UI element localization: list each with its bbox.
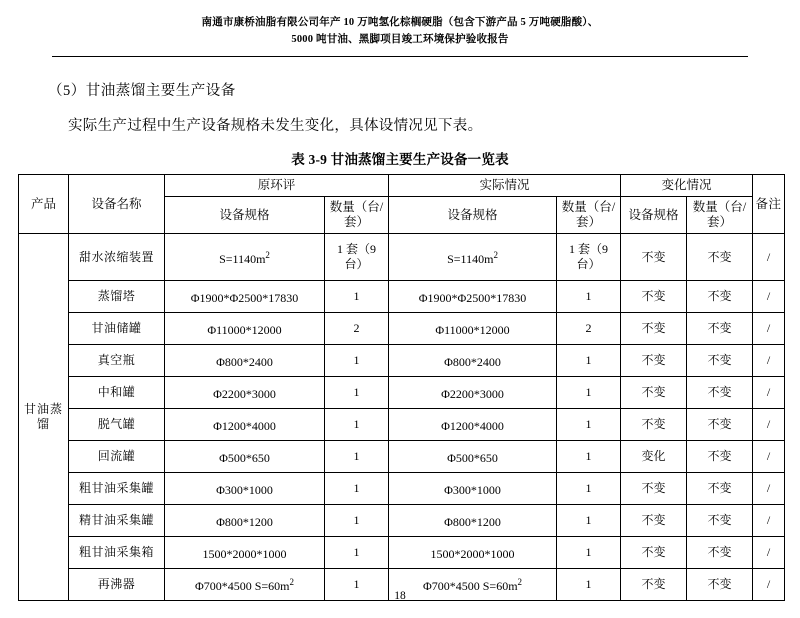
- cell-actual-qty: 1 套（9 台）: [557, 234, 621, 281]
- cell-orig-spec: Φ800*2400: [165, 345, 325, 377]
- table-row: [19, 313, 785, 345]
- page-number: 18: [394, 590, 406, 602]
- table-row: [19, 441, 785, 473]
- cell-orig-qty: 2: [325, 313, 389, 345]
- cell-note: /: [753, 537, 785, 569]
- cell-actual-spec: Φ1900*Φ2500*17830: [389, 281, 557, 313]
- cell-note: /: [753, 569, 785, 601]
- table-row: [19, 281, 785, 313]
- cell-actual-spec: Φ700*4500 $S=60m^2$: [389, 569, 557, 601]
- cell-change-qty: 不变: [687, 345, 753, 377]
- cell-equipment-name: 真空瓶: [69, 345, 165, 377]
- cell-change-spec: 不变: [621, 281, 687, 313]
- cell-actual-qty: 1: [557, 281, 621, 313]
- cell-orig-spec: Φ1900*Φ2500*17830: [165, 281, 325, 313]
- cell-change-qty: 不变: [687, 569, 753, 601]
- cell-change-spec: 不变: [621, 377, 687, 409]
- header-line-1: 南通市康桥油脂有限公司年产 10 万吨氢化棕榈硬脂（包含下游产品 5 万吨硬脂酸）、: [201, 17, 599, 28]
- cell-orig-qty: 1: [325, 345, 389, 377]
- table-row: [19, 377, 785, 409]
- cell-orig-spec: Φ2200*3000: [165, 377, 325, 409]
- header-line-2: 5000 吨甘油、黑脚项目竣工环境保护验收报告: [291, 34, 509, 45]
- cell-note: /: [753, 441, 785, 473]
- cell-note: /: [753, 313, 785, 345]
- cell-orig-qty: 1: [325, 569, 389, 601]
- cell-change-qty: 不变: [687, 234, 753, 281]
- table-row: [19, 537, 785, 569]
- cell-change-qty: 不变: [687, 409, 753, 441]
- cell-actual-qty: 1: [557, 441, 621, 473]
- cell-equipment-name: 粗甘油采集罐: [69, 473, 165, 505]
- cell-actual-spec: $S=1140m^2$: [389, 234, 557, 281]
- cell-actual-spec: Φ800*2400: [389, 345, 557, 377]
- section-paragraph: 实际生产过程中生产设备规格未发生变化，具体设情况见下表。: [68, 118, 483, 134]
- cell-change-spec: 不变: [621, 537, 687, 569]
- cell-equipment-name: 回流罐: [69, 441, 165, 473]
- cell-orig-spec: Φ500*650: [165, 441, 325, 473]
- cell-equipment-name: 中和罐: [69, 377, 165, 409]
- cell-note: /: [753, 505, 785, 537]
- th-note: 备注: [753, 175, 785, 234]
- equipment-table: [18, 174, 785, 601]
- section-title: （5）甘油蒸馏主要生产设备: [48, 83, 236, 99]
- th-orig-qty: 数量（台/套）: [325, 197, 389, 234]
- cell-actual-qty: 1: [557, 505, 621, 537]
- cell-actual-qty: 1: [557, 377, 621, 409]
- cell-actual-spec: Φ800*1200: [389, 505, 557, 537]
- cell-actual-qty: 1: [557, 409, 621, 441]
- cell-orig-spec: Φ700*4500 $S=60m^2$: [165, 569, 325, 601]
- cell-actual-spec: 1500*2000*1000: [389, 537, 557, 569]
- table-row: [19, 234, 785, 281]
- cell-equipment-name: 精甘油采集罐: [69, 505, 165, 537]
- cell-change-qty: 不变: [687, 473, 753, 505]
- th-change-qty: 数量（台/套）: [687, 197, 753, 234]
- cell-change-qty: 不变: [687, 281, 753, 313]
- table-header-row-1: [19, 175, 785, 197]
- cell-equipment-name: 甜水浓缩装置: [69, 234, 165, 281]
- cell-orig-spec: Φ11000*12000: [165, 313, 325, 345]
- cell-change-qty: 不变: [687, 441, 753, 473]
- cell-orig-qty: 1: [325, 409, 389, 441]
- cell-actual-qty: 1: [557, 569, 621, 601]
- cell-equipment-name: 蒸馏塔: [69, 281, 165, 313]
- cell-change-spec: 不变: [621, 409, 687, 441]
- cell-change-qty: 不变: [687, 505, 753, 537]
- cell-note: /: [753, 281, 785, 313]
- cell-change-spec: 变化: [621, 441, 687, 473]
- cell-note: /: [753, 234, 785, 281]
- th-product: 产品: [19, 175, 69, 234]
- th-actual: 实际情况: [389, 175, 621, 197]
- cell-orig-qty: 1: [325, 537, 389, 569]
- table-caption: 表 3-9 甘油蒸馏主要生产设备一览表: [291, 152, 509, 167]
- th-orig-spec: 设备规格: [165, 197, 325, 234]
- cell-change-spec: 不变: [621, 345, 687, 377]
- table-row: [19, 345, 785, 377]
- cell-orig-spec: Φ1200*4000: [165, 409, 325, 441]
- cell-actual-qty: 2: [557, 313, 621, 345]
- cell-equipment-name: 脱气罐: [69, 409, 165, 441]
- cell-orig-qty: 1: [325, 377, 389, 409]
- th-equipment-name: 设备名称: [69, 175, 165, 234]
- cell-actual-spec: Φ2200*3000: [389, 377, 557, 409]
- cell-change-qty: 不变: [687, 313, 753, 345]
- cell-change-spec: 不变: [621, 234, 687, 281]
- cell-change-qty: 不变: [687, 377, 753, 409]
- cell-orig-qty: 1: [325, 281, 389, 313]
- cell-change-spec: 不变: [621, 505, 687, 537]
- cell-note: /: [753, 377, 785, 409]
- cell-note: /: [753, 473, 785, 505]
- cell-actual-qty: 1: [557, 345, 621, 377]
- cell-orig-spec: $S=1140m^2$: [165, 234, 325, 281]
- th-actual-qty: 数量（台/套）: [557, 197, 621, 234]
- cell-orig-qty: 1: [325, 473, 389, 505]
- cell-orig-spec: Φ300*1000: [165, 473, 325, 505]
- cell-orig-spec: Φ800*1200: [165, 505, 325, 537]
- cell-note: /: [753, 345, 785, 377]
- cell-product: 甘油蒸馏: [19, 234, 69, 601]
- table-row: [19, 409, 785, 441]
- cell-orig-qty: 1 套（9 台）: [325, 234, 389, 281]
- cell-note: /: [753, 409, 785, 441]
- cell-actual-spec: Φ11000*12000: [389, 313, 557, 345]
- cell-change-qty: 不变: [687, 537, 753, 569]
- cell-change-spec: 不变: [621, 473, 687, 505]
- cell-equipment-name: 再沸器: [69, 569, 165, 601]
- th-actual-spec: 设备规格: [389, 197, 557, 234]
- cell-change-spec: 不变: [621, 313, 687, 345]
- cell-change-spec: 不变: [621, 569, 687, 601]
- th-change-spec: 设备规格: [621, 197, 687, 234]
- cell-actual-qty: 1: [557, 473, 621, 505]
- cell-equipment-name: 甘油储罐: [69, 313, 165, 345]
- cell-orig-qty: 1: [325, 441, 389, 473]
- table-row: [19, 473, 785, 505]
- cell-actual-spec: Φ1200*4000: [389, 409, 557, 441]
- th-change: 变化情况: [621, 175, 753, 197]
- header-divider: [52, 56, 748, 57]
- cell-equipment-name: 粗甘油采集箱: [69, 537, 165, 569]
- page-header: [18, 0, 782, 48]
- cell-actual-qty: 1: [557, 537, 621, 569]
- cell-actual-spec: Φ300*1000: [389, 473, 557, 505]
- cell-actual-spec: Φ500*650: [389, 441, 557, 473]
- table-body: [19, 234, 785, 601]
- table-row: [19, 505, 785, 537]
- cell-orig-qty: 1: [325, 505, 389, 537]
- th-original-ea: 原环评: [165, 175, 389, 197]
- cell-orig-spec: 1500*2000*1000: [165, 537, 325, 569]
